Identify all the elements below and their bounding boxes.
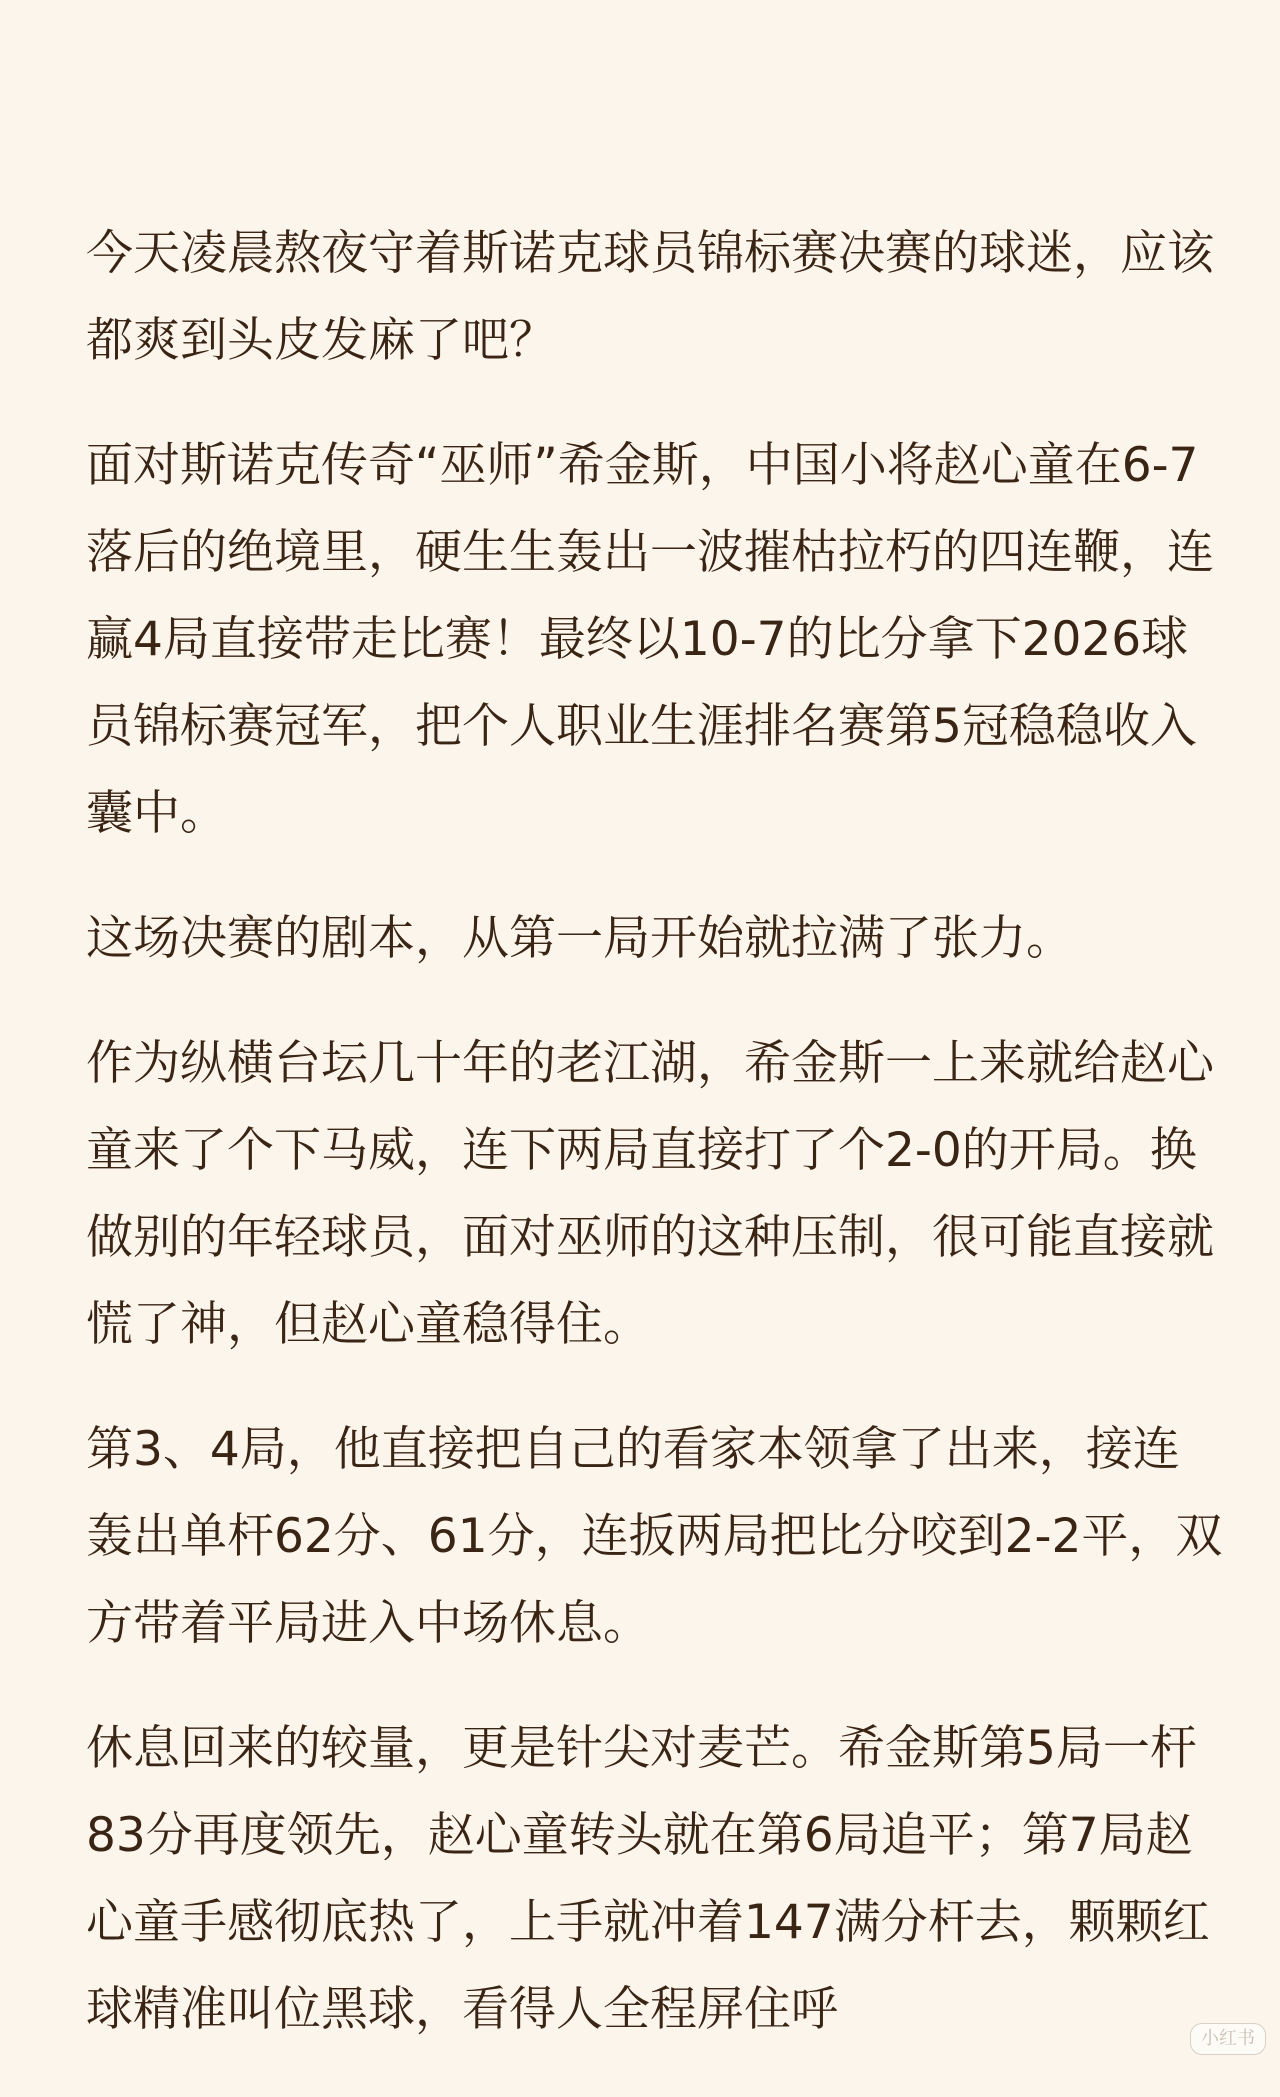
paragraph-4: 作为纵横台坛几十年的老江湖，希金斯一上来就给赵心童来了个下马威，连下两局直接打了个2-0的开局。换做别的年轻球员，面对巫师的这种压制，很可能直接就慌了神，但赵心童稳得住。 bbox=[86, 1036, 1214, 1352]
watermark-logo: 小红书 bbox=[1190, 2023, 1266, 2055]
article-body bbox=[86, 210, 1226, 2091]
paragraph-2: 面对斯诺克传奇“巫师”希金斯，中国小将赵心童在6-7落后的绝境里，硬生生轰出一波摧枯拉朽的四连鞭，连赢4局直接带走比赛！最终以10-7的比分拿下2026球员锦标赛冠军，把个人职业生涯排名赛第5冠稳稳收入囊中。 bbox=[86, 438, 1214, 841]
paragraph-5: 第3、4局，他直接把自己的看家本领拿了出来，接连轰出单杆62分、61分，连扳两局把比分咬到2-2平，双方带着平局进入中场休息。 bbox=[86, 1422, 1223, 1651]
paragraph-3: 这场决赛的剧本，从第一局开始就拉满了张力。 bbox=[86, 911, 1073, 966]
paragraph-1: 今天凌晨熬夜守着斯诺克球员锦标赛决赛的球迷，应该都爽到头皮发麻了吧？ bbox=[86, 226, 1214, 368]
paragraph-6: 休息回来的较量，更是针尖对麦芒。希金斯第5局一杆83分再度领先，赵心童转头就在第6局追平；第7局赵心童手感彻底热了，上手就冲着147满分杆去，颗颗红球精准叫位黑球，看得人全程屏住呼 bbox=[86, 1721, 1210, 2037]
